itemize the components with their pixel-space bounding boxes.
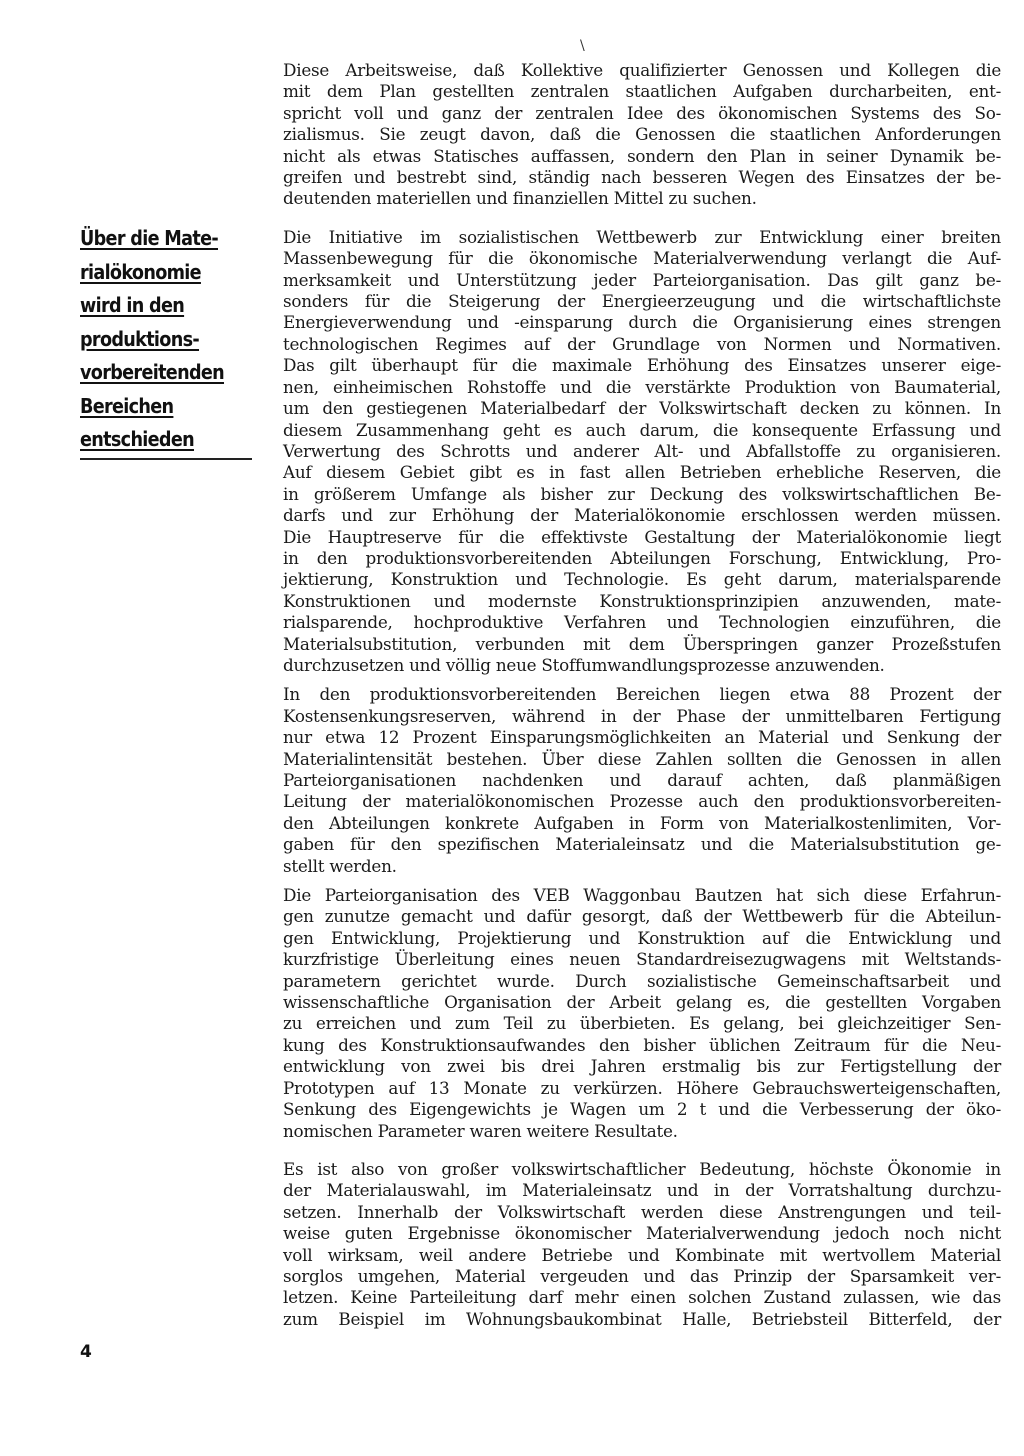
text-line: nicht als etwas Statisches auffassen, sondern den Plan in seiner Dynamik be- <box>283 145 1001 166</box>
text-line: kurzfristige Überleitung eines neuen Standardreisezugwagens mit Weltstands- <box>283 949 1001 970</box>
margin-heading-line: produktions- <box>80 326 200 351</box>
text-line: nomischen Parameter waren weitere Resultate. <box>283 1120 678 1141</box>
margin-heading-line: Bereichen <box>80 393 174 418</box>
text-line: spricht voll und ganz der zentralen Idee des ökonomischen Systems des So- <box>283 102 1001 123</box>
text-line: Die Initiative im sozialistischen Wettbewerb zur Entwicklung einer breiten <box>283 226 1001 247</box>
paragraph-2 <box>283 227 1001 677</box>
margin-heading <box>80 222 228 457</box>
text-line: Materialintensität bestehen. Über diese Zahlen sollten die Genossen in allen <box>283 748 1001 769</box>
text-line: setzen. Innerhalb der Volkswirtschaft werden diese Anstrengungen und teil- <box>283 1201 1001 1222</box>
margin-heading-line: vorbereitenden <box>80 360 225 384</box>
text-line: in größerem Umfange als bisher zur Deckung des volkswirtschaftlichen Be- <box>283 483 1001 504</box>
text-line: Massenbewegung für die ökonomische Materialverwendung verlangt die Auf- <box>283 248 1001 269</box>
text-line: zu erreichen und zum Teil zu überbieten. Es gelang, bei gleichzeitiger Sen- <box>283 1013 1001 1034</box>
text-line: Parteiorganisationen nachdenken und darauf achten, daß planmäßigen <box>283 770 1001 790</box>
text-line: Verwertung des Schrotts und anderer Alt- und Abfallstoffe zu organisieren. <box>283 440 1001 461</box>
text-line: merksamkeit und Unterstützung jeder Parteiorganisation. Das gilt ganz be- <box>283 269 1001 290</box>
page-number: 4 <box>80 1342 92 1362</box>
text-line: um den gestiegenen Materialbedarf der Volkswirtschaft decken zu können. In <box>283 398 1001 419</box>
text-line: weise guten Ergebnisse ökonomischer Materialverwendung jedoch noch nicht <box>283 1223 1001 1244</box>
paragraph-5 <box>283 1159 1001 1330</box>
text-line: der Materialauswahl, im Materialeinsatz und in der Vorratshaltung durchzu- <box>283 1180 1001 1201</box>
text-line: darfs und zur Erhöhung der Materialökonomie erschlossen werden müssen. <box>283 505 1001 526</box>
text-line: entwicklung von zwei bis drei Jahren erstmalig bis zur Fertigstellung der <box>283 1056 1001 1077</box>
text-line: nur etwa 12 Prozent Einsparungsmöglichkeiten an Material und Senkung der <box>283 727 1001 748</box>
text-line: jektierung, Konstruktion und Technologie. Es geht darum, materialsparende <box>283 569 1001 590</box>
text-line: Prototypen auf 13 Monate zu verkürzen. Höhere Gebrauchswerteigenschaften, <box>283 1077 1001 1098</box>
text-line: Es ist also von großer volkswirtschaftlicher Bedeutung, höchste Ökonomie in <box>283 1158 1001 1179</box>
text-line: Die Parteiorganisation des VEB Waggonbau Bautzen hat sich diese Erfahrun- <box>283 885 1001 906</box>
text-line: gen zunutze gemacht und dafür gesorgt, daß der Wettbewerb für die Abteilun- <box>283 906 1001 927</box>
text-line: Senkung des Eigengewichts je Wagen um 2 t und die Verbesserung der öko- <box>283 1099 1001 1120</box>
text-line: greifen und bestrebt sind, ständig nach besseren Wegen des Einsatzes der be- <box>283 167 1001 188</box>
paragraph-1 <box>283 60 1001 210</box>
text-line: mit dem Plan gestellten zentralen staatlichen Aufgaben durcharbeiten, ent- <box>283 81 1001 102</box>
text-line: sonders für die Steigerung der Energieerzeugung und die wirtschaftlichste <box>283 291 1001 312</box>
text-line: voll wirksam, weil andere Betriebe und Kombinate mit wertvollem Material <box>283 1244 1001 1265</box>
body-text <box>283 60 1001 1330</box>
margin-heading-line: entschieden <box>80 427 195 451</box>
margin-heading-line: Über die Mate- <box>80 226 219 250</box>
margin-heading-rule <box>80 458 252 460</box>
text-line: zialismus. Sie zeugt davon, daß die Genossen die staatlichen Anforderungen <box>283 124 1001 145</box>
text-line: sorglos umgehen, Material vergeuden und das Prinzip der Sparsamkeit ver- <box>283 1265 1001 1286</box>
text-line: Auf diesem Gebiet gibt es in fast allen Betrieben erhebliche Reserven, die <box>283 462 1001 483</box>
paragraph-3 <box>283 684 1001 877</box>
text-line: durchzusetzen und völlig neue Stoffumwandlungsprozesse anzuwenden. <box>283 654 885 675</box>
text-line: letzen. Keine Parteileitung darf mehr einen solchen Zustand zulassen, wie das <box>283 1287 1001 1308</box>
text-line: nen, einheimischen Rohstoffe und die verstärkte Produktion von Baumaterial, <box>283 376 1001 397</box>
text-line: Diese Arbeitsweise, daß Kollektive qualifizierter Genossen und Kollegen die <box>283 60 1001 80</box>
text-line: rialsparende, hochproduktive Verfahren und Technologien einzuführen, die <box>283 612 1001 633</box>
text-line: Die Hauptreserve für die effektivste Gestaltung der Materialökonomie liegt <box>283 526 1001 547</box>
text-line: zum Beispiel im Wohnungsbaukombinat Halle, Betriebsteil Bitterfeld, der <box>283 1308 1001 1329</box>
text-line: Das gilt überhaupt für die maximale Erhöhung des Einsatzes unserer eige- <box>283 355 1001 376</box>
text-line: technologischen Regimes auf der Grundlage von Normen und Normativen. <box>283 333 1001 354</box>
text-line: wissenschaftliche Organisation der Arbeit gelang es, die gestellten Vorgaben <box>283 992 1001 1013</box>
stray-scan-mark: \ <box>580 38 585 54</box>
text-line: parametern gerichtet wurde. Durch sozialistische Gemeinschaftsarbeit und <box>283 970 1001 991</box>
text-line: Konstruktionen und modernste Konstruktionsprinzipien anzuwenden, mate- <box>283 590 1001 611</box>
text-line: Kostensenkungsreserven, während in der Phase der unmittelbaren Fertigung <box>283 705 1001 726</box>
text-line: gaben für den spezifischen Materialeinsatz und die Materialsubstitution ge- <box>283 834 1001 855</box>
text-line: den Abteilungen konkrete Aufgaben in Form von Materialkostenlimiten, Vor- <box>283 812 1001 833</box>
text-line: Energieverwendung und -einsparung durch die Organisierung eines strengen <box>283 312 1001 333</box>
text-line: diesem Zusammenhang geht es auch darum, die konsequente Erfassung und <box>283 419 1001 440</box>
text-line: Materialsubstitution, verbunden mit dem Überspringen ganzer Prozeßstufen <box>283 633 1001 654</box>
text-line: kung des Konstruktionsaufwandes den bisher üblichen Zeitraum für die Neu- <box>283 1034 1001 1055</box>
margin-heading-line: wird in den <box>80 293 185 317</box>
text-line: Leitung der materialökonomischen Prozesse auch den produktionsvorbereiten- <box>283 791 1001 812</box>
margin-heading-line: rialökonomie <box>80 259 201 284</box>
text-line: gen Entwicklung, Projektierung und Konstruktion auf die Entwicklung und <box>283 927 1001 948</box>
text-line: deutenden materiellen und finanziellen Mittel zu suchen. <box>283 188 757 209</box>
paragraph-4 <box>283 885 1001 1142</box>
text-line: In den produktionsvorbereitenden Bereichen liegen etwa 88 Prozent der <box>283 684 1001 705</box>
text-line: stellt werden. <box>283 855 397 876</box>
text-line: in den produktionsvorbereitenden Abteilungen Forschung, Entwicklung, Pro- <box>283 547 1001 568</box>
